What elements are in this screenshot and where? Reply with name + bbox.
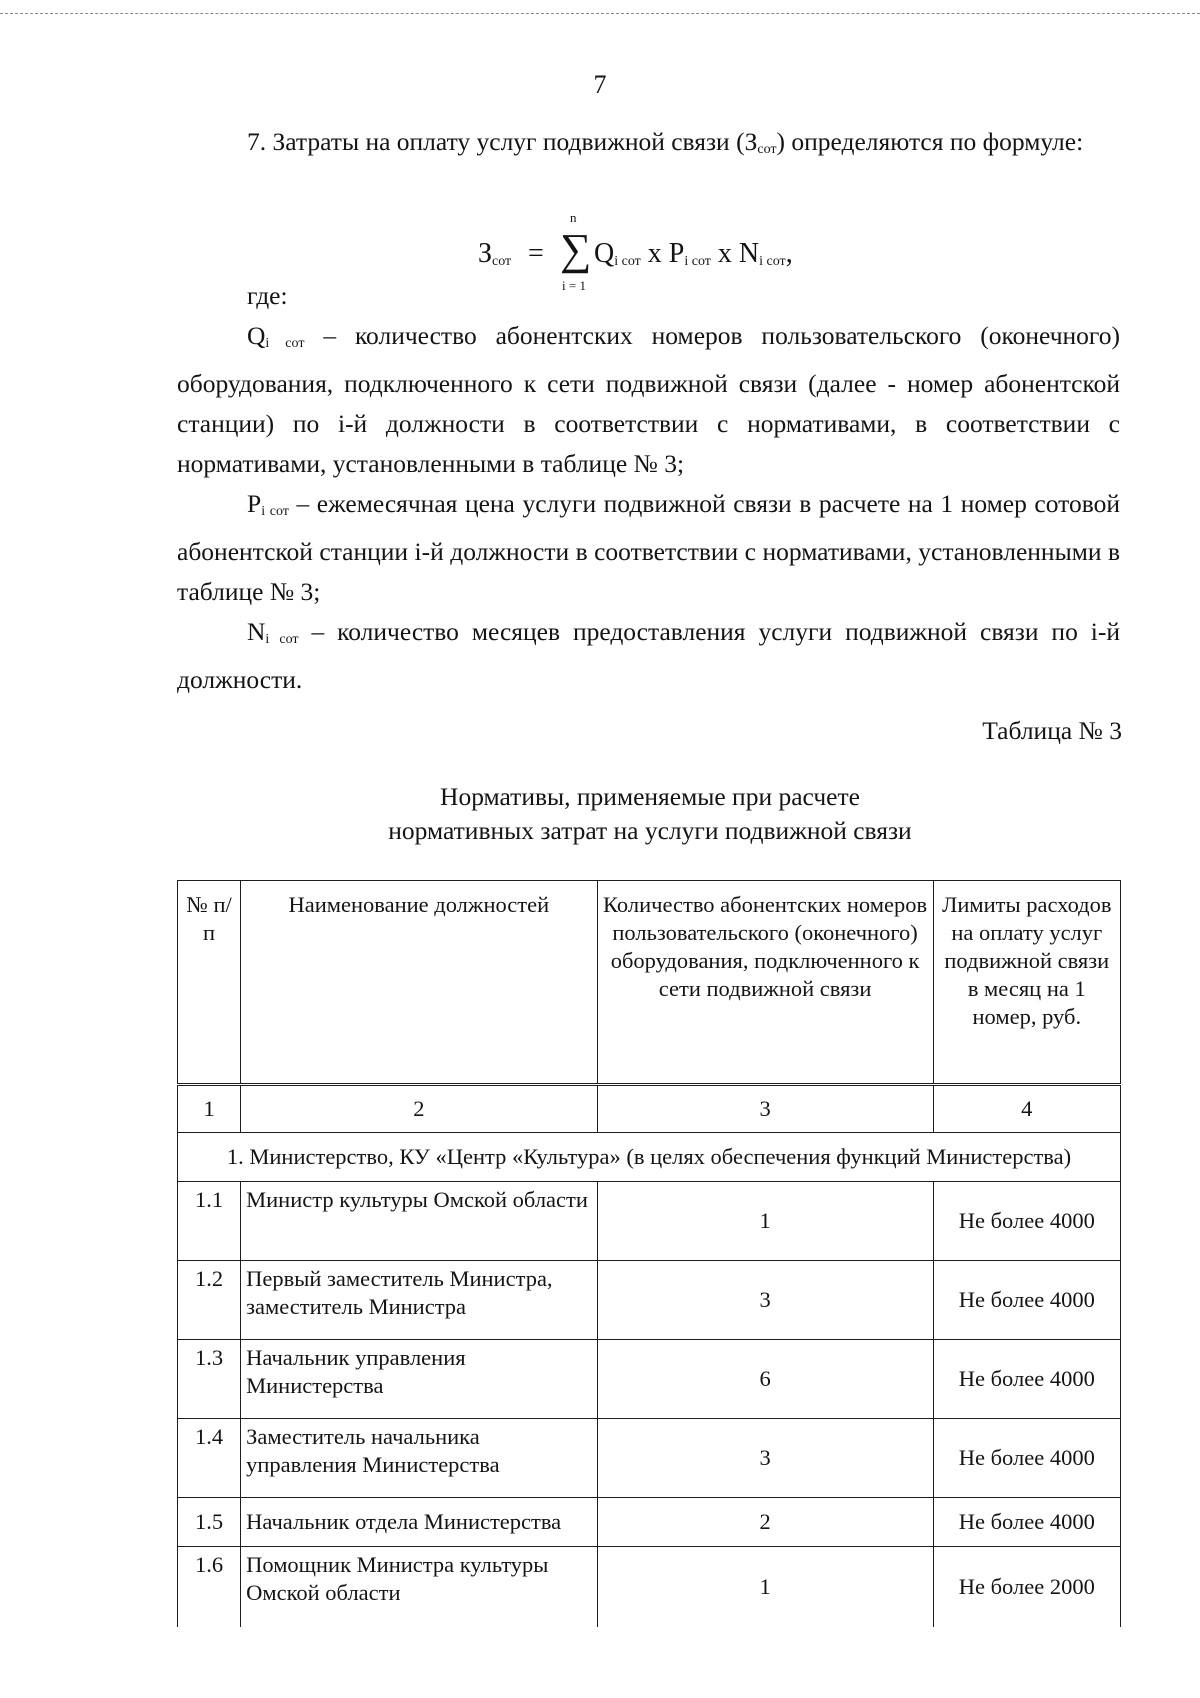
column-number-2: 2 — [241, 1085, 597, 1133]
table-row — [178, 1547, 1121, 1628]
definition-q: $Q_{i сот}$ – количество абонентских номеров пользовательского (оконечного) оборудования, подключенного к сети подвижной связи (далее - номер абонентской станции) по i-й должности в соответствии с нормативами, в соответствии с нормативами, установленными в таблице № 3; — [177, 321, 1121, 478]
row-quantity: 3 — [597, 1419, 933, 1498]
column-number-4: 4 — [933, 1085, 1120, 1133]
definition-p: $P_{i сот}$ – ежемесячная цена услуги подвижной связи в расчете на 1 номер сотовой абонентской станции i-й должности в соответствии с нормативами, установленными в таблице № 3; — [177, 489, 1120, 606]
row-position: Министр культуры Омской области — [241, 1182, 597, 1261]
intro-lead-tail: ) определяются по формуле: — [776, 127, 1084, 156]
header-number: № п/п — [178, 881, 241, 1085]
column-number-3: 3 — [597, 1085, 933, 1133]
row-quantity: 1 — [597, 1182, 933, 1261]
row-number: 1.3 — [178, 1340, 241, 1419]
formula-upper-limit: n — [570, 210, 577, 225]
row-limit: Не более 4000 — [933, 1498, 1120, 1547]
intro-paragraph — [177, 122, 1120, 170]
row-position: Начальник отдела Министерства — [241, 1498, 597, 1547]
table-header-row — [178, 881, 1121, 1085]
row-number: 1.4 — [178, 1419, 241, 1498]
table-row — [178, 1182, 1121, 1261]
row-limit: Не более 4000 — [933, 1261, 1120, 1340]
table-title — [250, 780, 1050, 848]
row-position: Первый заместитель Министра, заместитель Министра — [241, 1261, 597, 1340]
formula-lower-limit: i = 1 — [562, 278, 586, 293]
table-row — [178, 1498, 1121, 1547]
row-number: 1.6 — [178, 1547, 241, 1628]
table-title-line-1: Нормативы, применяемые при расчете — [440, 782, 860, 811]
row-quantity: 3 — [597, 1261, 933, 1340]
header-position: Наименование должностей — [241, 881, 597, 1085]
definition-n: $N_{i сот}$ – количество месяцев предоставления услуги подвижной связи по i-й должности. — [177, 617, 1120, 694]
column-numbers-row — [178, 1085, 1121, 1133]
page-number: 7 — [593, 70, 607, 99]
row-position: Начальник управления Министерства — [241, 1340, 597, 1419]
definitions — [177, 276, 1120, 700]
row-quantity: 1 — [597, 1547, 933, 1628]
where-label: где: — [247, 281, 288, 310]
intro-lead-subscript: сот — [757, 142, 777, 157]
row-limit: Не более 4000 — [933, 1182, 1120, 1261]
table-title-line-2: нормативных затрат на услуги подвижной связи — [388, 816, 912, 845]
row-number: 1.2 — [178, 1261, 241, 1340]
section-row — [178, 1133, 1121, 1182]
formula-rhs: $Q_{i сот}$ x $P_{i сот}$ x $N_{i сот}$, — [594, 238, 793, 269]
header-limit: Лимиты расходов на оплату услуг подвижной связи в месяц на 1 номер, руб. — [933, 881, 1120, 1085]
table-row — [178, 1261, 1121, 1340]
row-quantity: 6 — [597, 1340, 933, 1419]
section-title: 1. Министерство, КУ «Центр «Культура» (в целях обеспечения функций Министерства) — [178, 1133, 1121, 1182]
formula-lhs: $З_{сот}$ — [478, 238, 512, 269]
row-number: 1.5 — [178, 1498, 241, 1547]
scan-top-edge-line — [0, 13, 1200, 14]
row-limit: Не более 2000 — [933, 1547, 1120, 1628]
table-label: Таблица № 3 — [982, 716, 1122, 745]
norms-table — [177, 880, 1121, 1627]
intro-lead: 7. Затраты на оплату услуг подвижной связи (З — [247, 127, 758, 156]
row-position: Заместитель начальника управления Министерства — [241, 1419, 597, 1498]
sum-sign: ∑ — [560, 225, 592, 274]
row-position: Помощник Министра культуры Омской области — [241, 1547, 597, 1628]
row-quantity: 2 — [597, 1498, 933, 1547]
formula-equals: = — [528, 238, 544, 269]
table-row — [178, 1340, 1121, 1419]
row-limit: Не более 4000 — [933, 1419, 1120, 1498]
row-number: 1.1 — [178, 1182, 241, 1261]
column-number-1: 1 — [178, 1085, 241, 1133]
row-limit: Не более 4000 — [933, 1340, 1120, 1419]
table-row — [178, 1419, 1121, 1498]
header-quantity: Количество абонентских номеров пользовательского (оконечного) оборудования, подключенного к сети подвижной связи — [597, 881, 933, 1085]
